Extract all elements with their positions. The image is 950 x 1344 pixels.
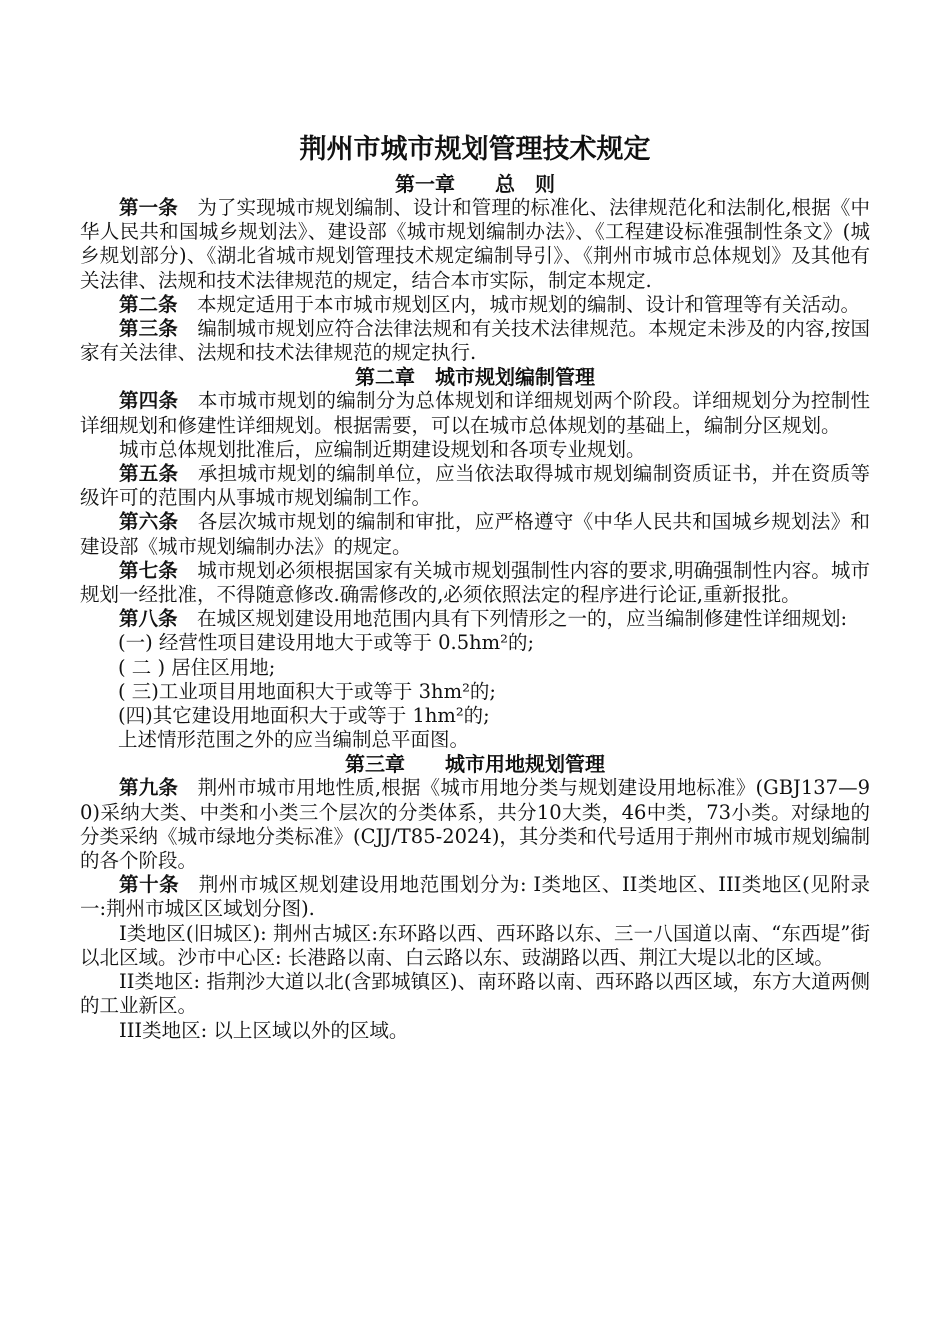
- body-paragraph: III类地区: 以上区域以外的区域。: [119, 1018, 409, 1042]
- list-item: ( 二 ) 居住区用地;: [118, 655, 276, 679]
- article-paragraph: [80, 510, 870, 558]
- list-item: 上述情形范围之外的应当编制总平面图。: [118, 728, 470, 752]
- article-text: 本规定适用于本市城市规划区内，城市规划的编制、设计和管理等有关活动。: [197, 292, 861, 316]
- article-text: 本市城市规划的编制分为总体规划和详细规划两个阶段。详细规划分为控制性详细规划和修建性详细规划。根据需要，可以在城市总体规划的基础上，编制分区规划。: [80, 389, 870, 437]
- article-text: 各层次城市规划的编制和审批，应严格遵守《中华人民共和国城乡规划法》和建设部《城市规划编制办法》的规定。: [80, 510, 870, 558]
- article-text: 在城区规划建设用地范围内具有下列情形之一的，应当编制修建性详细规划:: [197, 607, 848, 631]
- body-paragraph: I类地区(旧城区): 荆州古城区:东环路以西、西环路以东、三一八国道以南、“东西堤”街以北区域。沙市中心区: 长港路以南、白云路以东、豉湖路以西、荆江大堤以北的区域。: [80, 921, 870, 969]
- list-item: (一) 经营性项目建设用地大于或等于 0.5hm²的;: [118, 631, 535, 655]
- article-paragraph: [80, 559, 870, 607]
- chapter-heading: 第二章 城市规划编制管理: [355, 365, 595, 390]
- article-label: 第四条: [119, 389, 179, 413]
- article-label: 第十条: [119, 873, 180, 897]
- chapter-heading: 第三章 城市用地规划管理: [345, 752, 605, 777]
- chapter-heading: 第一章 总 则: [395, 172, 555, 196]
- article-label: 第八条: [119, 607, 178, 631]
- article-label: 第三条: [119, 317, 178, 341]
- body-paragraph: 城市总体规划批准后，应编制近期建设规划和各项专业规划。: [119, 437, 646, 461]
- list-item: ( 三)工业项目用地面积大于或等于 3hm²的;: [118, 679, 496, 703]
- list-item: (四)其它建设用地面积大于或等于 1hm²的;: [118, 704, 490, 728]
- body-paragraph: II类地区: 指荆沙大道以北(含郢城镇区)、南环路以南、西环路以西区域，东方大道两侧的工业新区。: [80, 970, 870, 1018]
- article-label: 第九条: [119, 776, 179, 800]
- document-page: [80, 128, 870, 1043]
- article-text: 荆州市城区规划建设用地范围划分为: I类地区、II类地区、III类地区(见附录一:荆州市城区区域划分图).: [80, 873, 870, 921]
- article-label: 第七条: [119, 558, 178, 582]
- article-paragraph: [80, 607, 870, 631]
- article-text: 荆州市城市用地性质,根据《城市用地分类与规划建设用地标准》(GBJ137—90)采纳大类、中类和小类三个层次的分类体系，共分10大类，46中类，73小类。对绿地的分类采纳《城市绿地分类标准》(CJJ/T85-2024)，其分类和代号适用于荆州市城市规划编制的各个阶段。: [80, 776, 870, 873]
- article-paragraph: [80, 873, 870, 921]
- article-label: 第六条: [119, 510, 179, 534]
- article-paragraph: [80, 196, 870, 293]
- article-paragraph: [80, 389, 870, 437]
- article-label: 第五条: [119, 462, 179, 486]
- article-text: 承担城市规划的编制单位，应当依法取得城市规划编制资质证书，并在资质等级许可的范围内从事城市规划编制工作。: [80, 462, 870, 510]
- article-label: 第一条: [119, 196, 178, 219]
- article-paragraph: [80, 293, 870, 317]
- article-label: 第二条: [119, 292, 178, 316]
- article-paragraph: [80, 317, 870, 365]
- article-text: 为了实现城市规划编制、设计和管理的标准化、法律规范化和法制化,根据《中华人民共和国城乡规划法》、建设部《城市规划编制办法》、《工程建设标准强制性条文》(城乡规划部分)、《湖北省城市规划管理技术规定编制导引》、《荆州市城市总体规划》及其他有关法律、法规和技术法律规范的规定，结合本市实际，制定本规定.: [80, 196, 870, 292]
- article-paragraph: [80, 462, 870, 510]
- article-text: 城市规划必须根据国家有关城市规划强制性内容的要求,明确强制性内容。城市规划一经批准，不得随意修改.确需修改的,必须依照法定的程序进行论证,重新报批。: [80, 558, 870, 607]
- article-paragraph: [80, 776, 870, 873]
- document-title: 荆州市城市规划管理技术规定: [299, 134, 651, 165]
- article-text: 编制城市规划应符合法律法规和有关技术法律规范。本规定未涉及的内容,按国家有关法律、法规和技术法律规范的规定执行.: [80, 317, 870, 365]
